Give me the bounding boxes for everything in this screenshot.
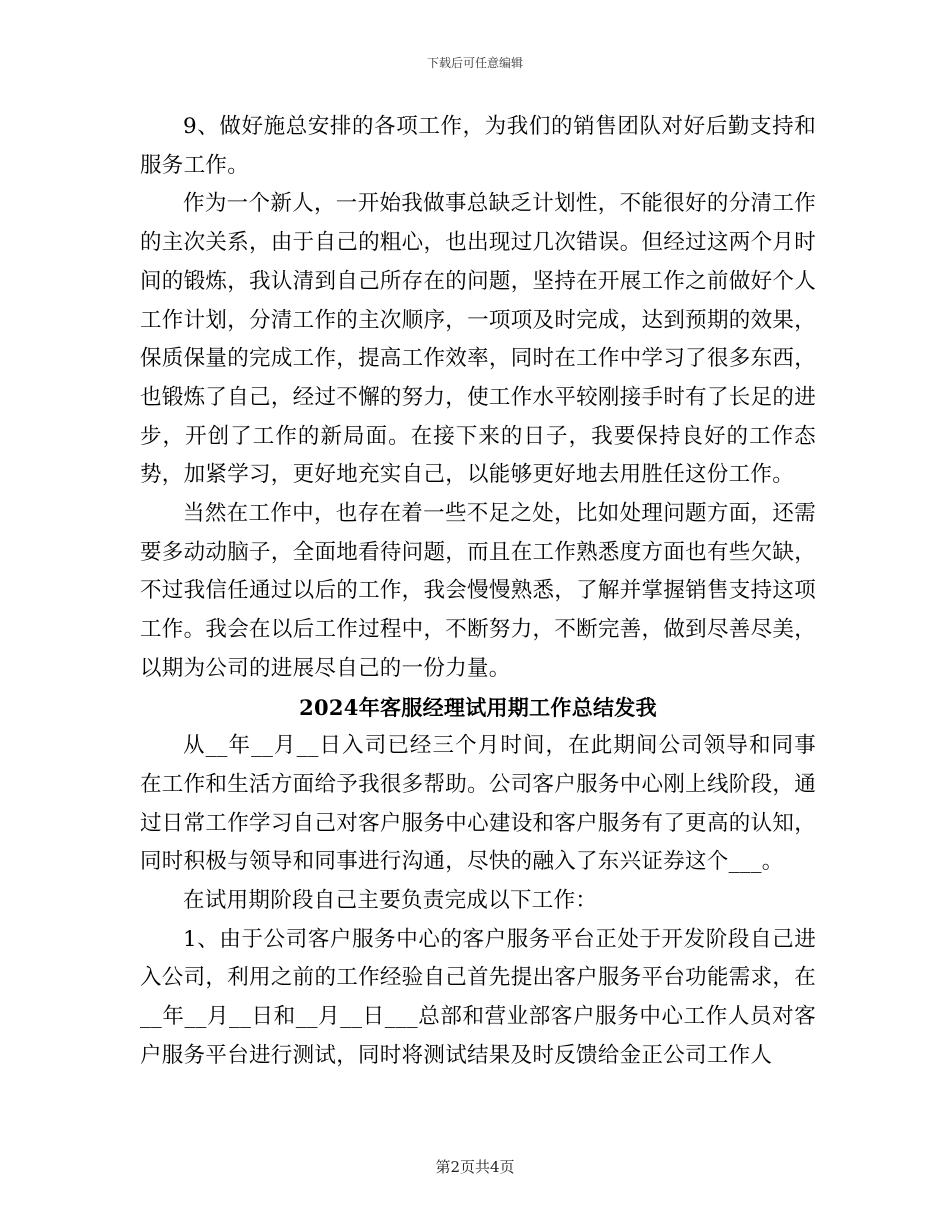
paragraph-shortcomings: 当然在工作中，也存在着一些不足之处，比如处理问题方面，还需要多动动脑子，全面地看待问题，而且在工作熟悉度方面也有些欠缺，不过我信任通过以后的工作，我会慢慢熟悉，了解并掌握销售支持这项工作。我会在以后工作过程中，不断努力，不断完善，做到尽善尽美，以期为公司的进展尽自己的一份力量。 — [140, 501, 816, 681]
page-header-note: 下载后可任意编辑 — [426, 56, 523, 70]
document-body — [140, 108, 816, 1076]
page-number: 第2页共4页 — [435, 1158, 515, 1176]
paragraph-responsibilities-lead: 在试用期阶段自己主要负责完成以下工作： — [183, 888, 598, 914]
paragraph-item-1: 1、由于公司客户服务中心的客户服务平台正处于开发阶段自己进入公司，利用之前的工作经验自己首先提出客户服务平台功能需求，在__年__月__日和__月__日___总部和营业部客户服务中心工作人员对客户服务平台进行测试，同时将测试结果及时反馈给金正公司工作人 — [140, 926, 816, 1068]
section-title: 2024年客服经理试用期工作总结发我 — [299, 694, 657, 720]
paragraph-self-assessment: 作为一个新人，一开始我做事总缺乏计划性，不能很好的分清工作的主次关系，由于自己的粗心，也出现过几次错误。但经过这两个月时间的锻炼，我认清到自己所存在的问题，坚持在开展工作之前做好个人工作计划，分清工作的主次顺序，一项项及时完成，达到预期的效果，保质保量的完成工作，提高工作效率，同时在工作中学习了很多东西，也锻炼了自己，经过不懈的努力，使工作水平较刚接手时有了长足的进步，开创了工作的新局面。在接下来的日子，我要保持良好的工作态势，加紧学习，更好地充实自己，以能够更好地去用胜任这份工作。 — [140, 191, 816, 488]
paragraph-intro: 从__年__月__日入司已经三个月时间，在此期间公司领导和同事在工作和生活方面给予我很多帮助。公司客户服务中心刚上线阶段，通过日常工作学习自己对客户服务中心建设和客户服务有了更高的认知，同时积极与领导和同事进行沟通，尽快的融入了东兴证券这个___。 — [140, 733, 816, 875]
paragraph-item-9: 9、做好施总安排的各项工作，为我们的销售团队对好后勤支持和服务工作。 — [140, 114, 816, 178]
